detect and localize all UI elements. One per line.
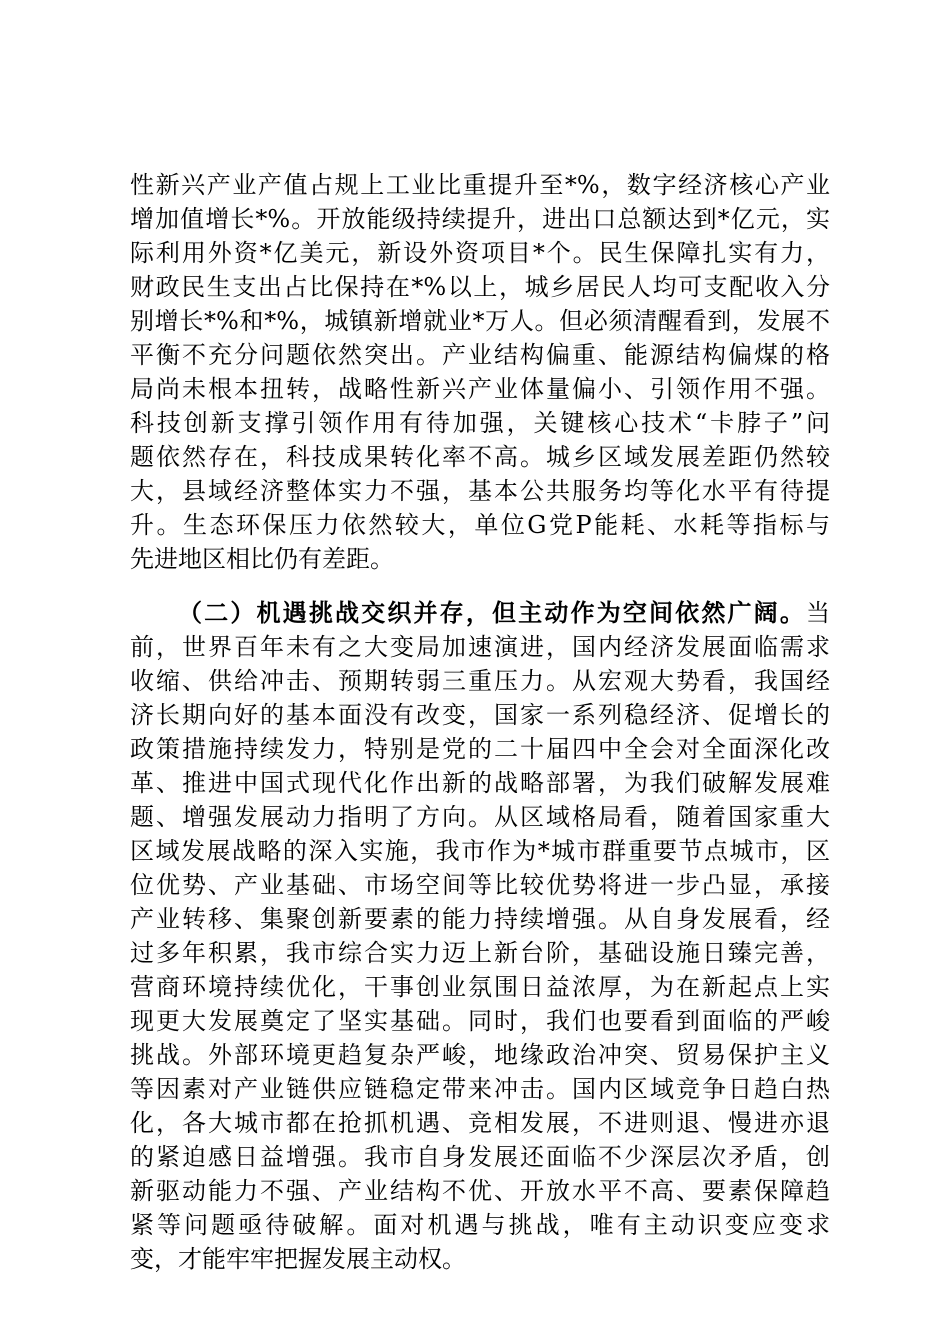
paragraph-line: 现更大发展奠定了坚实基础。同时，我们也要看到面临的严峻	[130, 1007, 830, 1035]
paragraph-line: 科技创新支撑引领作用有待加强，关键核心技术“卡脖子”问	[130, 409, 830, 437]
paragraph-line: 营商环境持续优化，干事创业氛围日益浓厚，为在新起点上实	[130, 973, 830, 1001]
paragraph-line: 别增长*%和*%，城镇新增就业*万人。但必须清醒看到，发展不	[130, 307, 830, 335]
paragraph-line: 局尚未根本扭转，战略性新兴产业体量偏小、引领作用不强。	[130, 375, 830, 403]
paragraph-line: 升。生态环保压力依然较大，单位G党P能耗、水耗等指标与	[130, 511, 830, 539]
section-heading-line	[178, 596, 830, 630]
paragraph-line: 区域发展战略的深入实施，我市作为*城市群重要节点城市，区	[130, 837, 830, 865]
paragraph-line: 革、推进中国式现代化作出新的战略部署，为我们破解发展难	[130, 769, 830, 797]
paragraph-line: 收缩、供给冲击、预期转弱三重压力。从宏观大势看，我国经	[130, 667, 830, 695]
paragraph-line: 增加值增长*%。开放能级持续提升，进出口总额达到*亿元，实	[130, 205, 830, 233]
paragraph-line: 产业转移、集聚创新要素的能力持续增强。从自身发展看，经	[130, 905, 830, 933]
paragraph-line: 过多年积累，我市综合实力迈上新台阶，基础设施日臻完善，	[130, 939, 830, 967]
heading-line-tail: 当	[806, 599, 830, 627]
paragraph-line: 题依然存在，科技成果转化率不高。城乡区域发展差距仍然较	[130, 443, 830, 471]
section-heading: （二）机遇挑战交织并存，但主动作为空间依然广阔。	[178, 598, 806, 627]
paragraph-line: 位优势、产业基础、市场空间等比较优势将进一步凸显，承接	[130, 871, 830, 899]
paragraph-line: 化，各大城市都在抢抓机遇、竞相发展，不进则退、慢进亦退	[130, 1109, 830, 1137]
paragraph-line: 先进地区相比仍有差距。	[130, 545, 394, 573]
paragraph-line: 性新兴产业产值占规上工业比重提升至*%，数字经济核心产业	[130, 171, 830, 199]
paragraph-line: 前，世界百年未有之大变局加速演进，国内经济发展面临需求	[130, 633, 830, 661]
paragraph-line: 政策措施持续发力，特别是党的二十届四中全会对全面深化改	[130, 735, 830, 763]
paragraph-line: 财政民生支出占比保持在*%以上，城乡居民人均可支配收入分	[130, 273, 830, 301]
paragraph-line: 济长期向好的基本面没有改变，国家一系列稳经济、促增长的	[130, 701, 830, 729]
paragraph-line: 的紧迫感日益增强。我市自身发展还面临不少深层次矛盾，创	[130, 1143, 830, 1171]
paragraph-line: 际利用外资*亿美元，新设外资项目*个。民生保障扎实有力，	[130, 239, 830, 267]
paragraph-line: 等因素对产业链供应链稳定带来冲击。国内区域竞争日趋白热	[130, 1075, 830, 1103]
paragraph-line: 题、增强发展动力指明了方向。从区域格局看，随着国家重大	[130, 803, 830, 831]
paragraph-line: 大，县域经济整体实力不强，基本公共服务均等化水平有待提	[130, 477, 830, 505]
paragraph-line: 新驱动能力不强、产业结构不优、开放水平不高、要素保障趋	[130, 1177, 830, 1205]
paragraph-line: 挑战。外部环境更趋复杂严峻，地缘政治冲突、贸易保护主义	[130, 1041, 830, 1069]
paragraph-line: 平衡不充分问题依然突出。产业结构偏重、能源结构偏煤的格	[130, 341, 830, 369]
paragraph-line: 变，才能牢牢把握发展主动权。	[130, 1245, 466, 1273]
paragraph-line: 紧等问题亟待破解。面对机遇与挑战，唯有主动识变应变求	[130, 1211, 830, 1239]
